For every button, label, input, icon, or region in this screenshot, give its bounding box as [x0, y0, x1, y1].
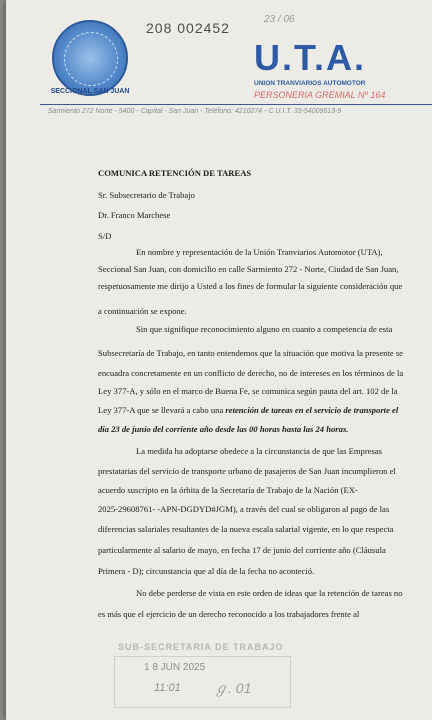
emphasis-text: retención de tareas en el servicio de transporte el [225, 405, 399, 415]
paragraph-line: La medida ha adoptarse obedece a la circunstancia de que las Empresas [136, 446, 383, 456]
paragraph-line: prestatarias del servicio de transporte urbano de pasajeros de San Juan incumplieron el [98, 466, 396, 476]
union-seal-logo [52, 20, 128, 96]
paragraph-text: Ley 377-A que se llevará a cabo una [98, 405, 226, 415]
paragraph-line: particularmente al salario de mayo, en fecha 17 de junio del corriente año (Cláusula [98, 545, 386, 555]
paragraph-line: diferencias salariales resultantes de la nueva escala salarial vigente, en lo que respecta [98, 524, 394, 534]
letter-page [6, 0, 432, 720]
stamp-signature: ℊ. 01 [214, 680, 252, 696]
personeria-text: PERSONERIA GREMIAL Nº 164 [254, 90, 386, 100]
reception-stamp [114, 638, 294, 720]
paragraph-line: respetuosamente me dirijo a Usted a los fines de formular la siguiente consideración que [98, 281, 403, 291]
paragraph-line: Subsecretaría de Trabajo, en tanto entendemos que la situación que motiva la presente se [98, 348, 403, 358]
seal-label: SECCIONAL SAN JUAN [50, 88, 130, 95]
paragraph-line: Sin que signifique reconocimiento alguno en cuanto a competencia de esta [136, 324, 393, 334]
recipient-line: Sr. Subsecretario de Trabajo [98, 190, 195, 200]
paragraph-line: acuerdo suscripto en la órbita de la Secretaría de Trabajo de la Nación (EX- [98, 485, 358, 495]
paragraph-line: No debe perderse de vista en este orden de ideas que la retención de tareas no [136, 588, 403, 598]
header-divider [40, 104, 432, 105]
letter-title: COMUNICA RETENCIÓN DE TAREAS [98, 168, 252, 178]
paragraph-line: Seccional San Juan, con domicilio en calle Sarmiento 272 - Norte, Ciudad de San Juan, [98, 264, 399, 274]
paragraph-line: a continuación se expone. [98, 306, 187, 316]
stamp-time: 11:01 [154, 682, 181, 694]
paragraph-line: es más que el ejercicio de un derecho reconocido a los trabajadores frente al [98, 609, 360, 619]
union-name: UNION TRANVIARIOS AUTOMOTOR [254, 80, 366, 87]
paragraph-line: En nombre y representación de la Unión Tranviarios Automotor (UTA), [136, 247, 383, 257]
paragraph-line: Primera - D); circunstancia que al día de la fecha no aconteció. [98, 566, 315, 576]
paragraph-line: encuadra concretamente en un conflicto de derecho, no de intereses en los términos de la [98, 368, 404, 378]
paragraph-line: Ley 377-A, y sólo en el marco de Buena Fe, se comunica según pauta del art. 102 de la [98, 386, 398, 396]
recipient-line: S/D [98, 231, 112, 241]
serial-date: 23 / 06 [264, 14, 295, 25]
serial-number: 208 002452 [146, 20, 230, 36]
stamp-title: SUB-SECRETARIA DE TRABAJO [118, 642, 284, 652]
paragraph-line: 2025-29608761- -APN-DGDYD#JGM), a través del cual se obligaron al pago de las [98, 504, 390, 514]
stamp-date: 1 8 JUN 2025 [144, 662, 206, 673]
uta-logo-text: U.T.A. [254, 37, 367, 78]
emphasis-line: día 23 de junio del corriente año desde las 00 horas hasta las 24 horas. [98, 424, 349, 434]
address-line: Sarmiento 272 Norte - 5400 - Capital - San Juan - Teléfono: 4210274 - C.U.I.T. 33-54009513-9 [48, 108, 342, 115]
paragraph-line [98, 405, 398, 415]
recipient-line: Dr. Franco Marchese [98, 210, 171, 220]
